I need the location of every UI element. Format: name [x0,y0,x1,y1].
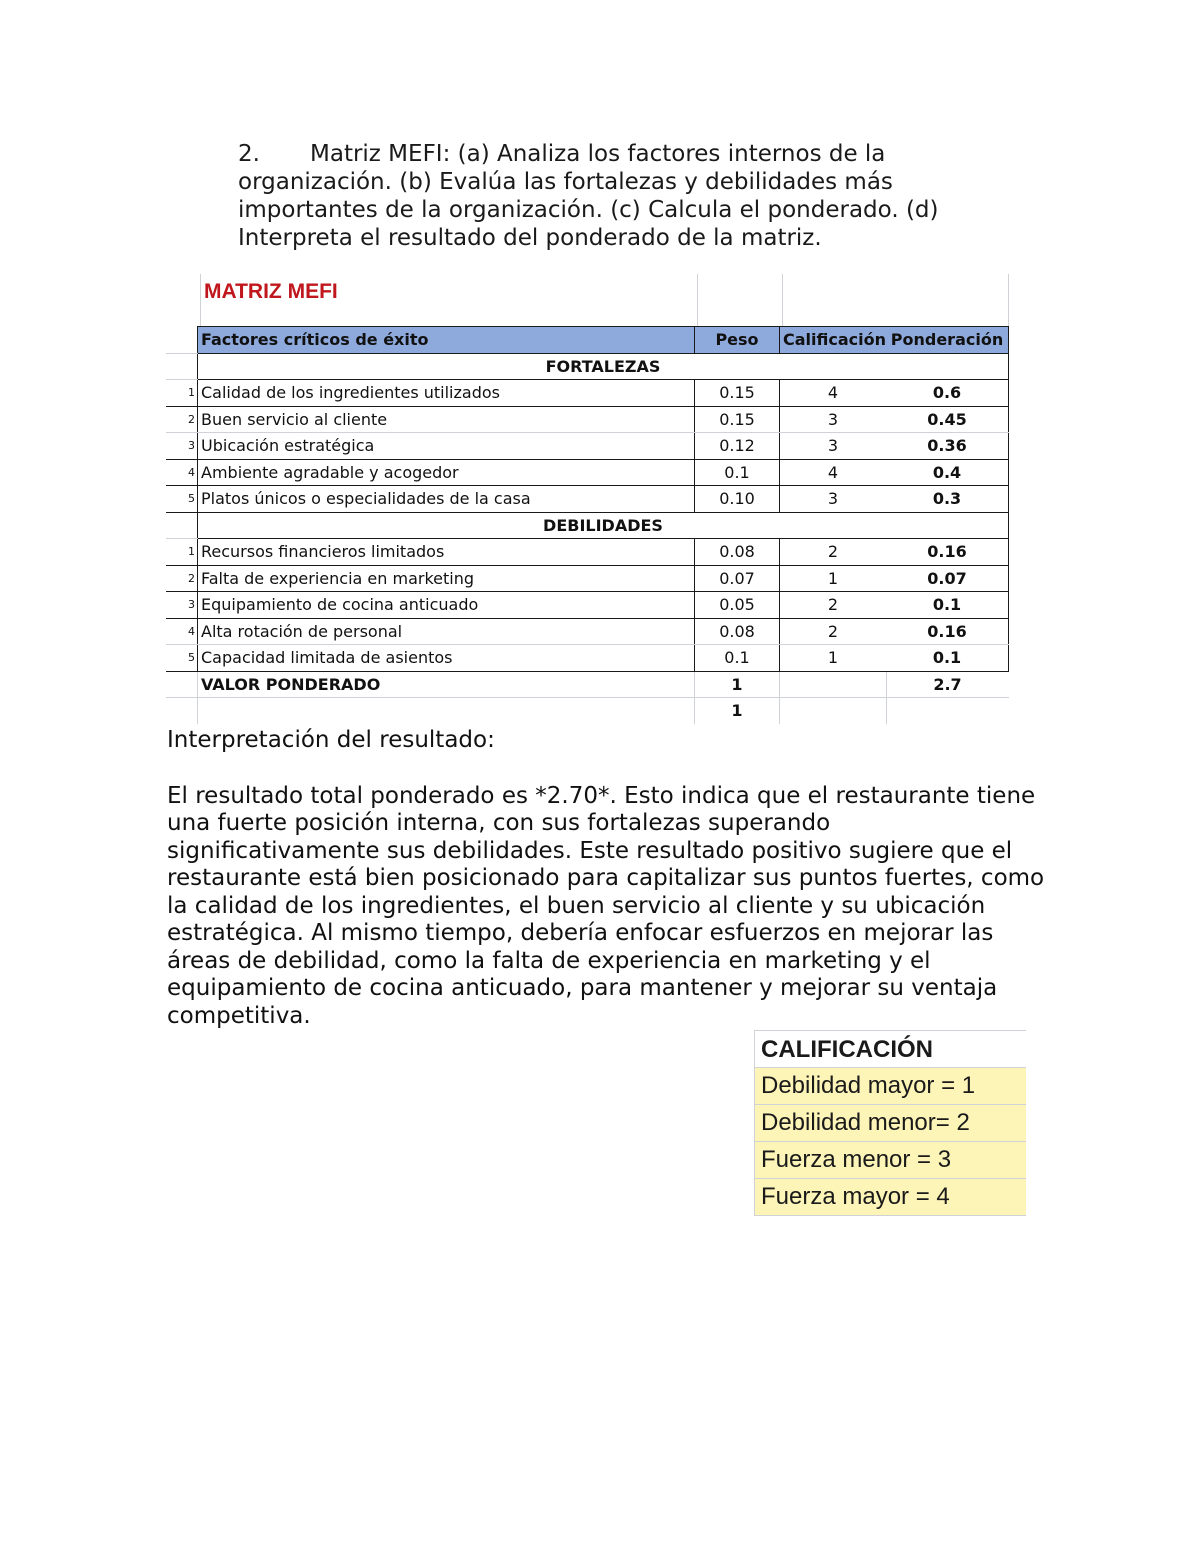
row-peso: 0.15 [695,406,780,433]
section-label-fortalezas: FORTALEZAS [198,353,1009,380]
row-index: 3 [166,592,198,619]
table-row [166,406,1009,433]
row-factor: Ubicación estratégica [198,433,695,460]
row-factor: Falta de experiencia en marketing [198,565,695,592]
table-row [166,539,1009,566]
row-calificacion: 2 [780,592,887,619]
row-peso: 0.07 [695,565,780,592]
legend-item: Debilidad mayor = 1 [754,1067,1026,1104]
total-row [166,671,1009,698]
extra-row [166,698,1009,724]
legend-title: CALIFICACIÓN [754,1031,1026,1067]
interpretation-section [167,727,1047,1030]
table-row [166,433,1009,460]
row-ponderacion: 0.16 [886,618,1009,645]
section-index [166,353,198,380]
row-peso: 0.05 [695,592,780,619]
interpretation-heading: Interpretación del resultado: [167,727,495,753]
row-ponderacion: 0.45 [886,406,1009,433]
row-factor: Buen servicio al cliente [198,406,695,433]
row-peso: 0.08 [695,539,780,566]
grid-line [200,274,201,326]
legend-item: Debilidad menor= 2 [754,1104,1026,1141]
row-ponderacion: 0.3 [886,486,1009,513]
row-index: 4 [166,618,198,645]
table-header-row [166,327,1009,354]
row-ponderacion: 0.4 [886,459,1009,486]
row-calificacion: 3 [780,486,887,513]
row-calificacion: 3 [780,433,887,460]
row-factor: Ambiente agradable y acogedor [198,459,695,486]
mefi-table [166,326,1009,724]
total-peso: 1 [695,671,780,698]
task-number: 2. [238,141,260,167]
row-factor: Equipamiento de cocina anticuado [198,592,695,619]
section-row-debilidades [166,512,1009,539]
row-ponderacion: 0.1 [886,645,1009,672]
table-row [166,592,1009,619]
row-peso: 0.1 [695,459,780,486]
row-calificacion: 1 [780,565,887,592]
row-peso: 0.15 [695,380,780,407]
total-calificacion [780,671,887,698]
matrix-title: MATRIZ MEFI [204,280,338,303]
header-factor: Factores críticos de éxito [198,327,695,354]
row-peso: 0.12 [695,433,780,460]
row-peso: 0.1 [695,645,780,672]
row-factor: Platos únicos o especialidades de la casa [198,486,695,513]
table-row [166,565,1009,592]
total-index [166,671,198,698]
grid-line [782,274,783,326]
row-index: 3 [166,433,198,460]
task-statement [238,140,958,252]
row-index: 4 [166,459,198,486]
row-peso: 0.10 [695,486,780,513]
grid-line [697,274,698,326]
table-row [166,618,1009,645]
calificacion-legend [754,1030,1026,1216]
row-factor: Capacidad limitada de asientos [198,645,695,672]
interpretation-body: El resultado total ponderado es *2.70*. Esto indica que el restaurante tiene una fuerte posición interna, con sus fortalezas superando significativamente sus debilidades. Este resultado positivo sugiere que el restaurante está bien posicionado para capitalizar sus puntos fuertes, como la calidad de los ingredientes, el buen servicio al cliente y su ubicación estratégica. Al mismo tiempo, debería enfocar esfuerzos en mejorar las áreas de debilidad, como la falta de experiencia en marketing y el equipamiento de cocina anticuado, para mantener y mejorar su ventaja competitiva. [167,782,1045,1029]
header-index [166,327,198,354]
row-ponderacion: 0.6 [886,380,1009,407]
row-ponderacion: 0.16 [886,539,1009,566]
row-index: 1 [166,380,198,407]
legend-item: Fuerza mayor = 4 [754,1178,1026,1216]
extra-calificacion [780,698,887,724]
row-calificacion: 1 [780,645,887,672]
header-calificacion: Calificación [780,327,887,354]
table-row [166,459,1009,486]
row-index: 5 [166,486,198,513]
row-calificacion: 2 [780,618,887,645]
total-ponderacion: 2.7 [886,671,1009,698]
spacer [167,755,1047,783]
header-peso: Peso [695,327,780,354]
extra-peso: 1 [695,698,780,724]
extra-ponderacion [886,698,1009,724]
table-row [166,380,1009,407]
section-label-debilidades: DEBILIDADES [198,512,1009,539]
row-calificacion: 3 [780,406,887,433]
task-text: Matriz MEFI: (a) Analiza los factores internos de la organización. (b) Evalúa las fortalezas y debilidades más importantes de la organización. (c) Calcula el ponderado. (d) Interpreta el resultado del ponderado de la matriz. [238,141,939,251]
extra-factor [198,698,695,724]
row-calificacion: 4 [780,459,887,486]
total-label: VALOR PONDERADO [198,671,695,698]
legend-item: Fuerza menor = 3 [754,1141,1026,1178]
row-index: 2 [166,406,198,433]
section-index [166,512,198,539]
row-factor: Calidad de los ingredientes utilizados [198,380,695,407]
row-calificacion: 2 [780,539,887,566]
row-ponderacion: 0.1 [886,592,1009,619]
row-factor: Recursos financieros limitados [198,539,695,566]
row-index: 1 [166,539,198,566]
row-ponderacion: 0.07 [886,565,1009,592]
row-factor: Alta rotación de personal [198,618,695,645]
table-row [166,645,1009,672]
row-peso: 0.08 [695,618,780,645]
row-index: 5 [166,645,198,672]
grid-line [1008,274,1009,326]
section-row-fortalezas [166,353,1009,380]
header-ponderacion: Ponderación [886,327,1009,354]
row-index: 2 [166,565,198,592]
row-ponderacion: 0.36 [886,433,1009,460]
extra-index [166,698,198,724]
table-row [166,486,1009,513]
row-calificacion: 4 [780,380,887,407]
